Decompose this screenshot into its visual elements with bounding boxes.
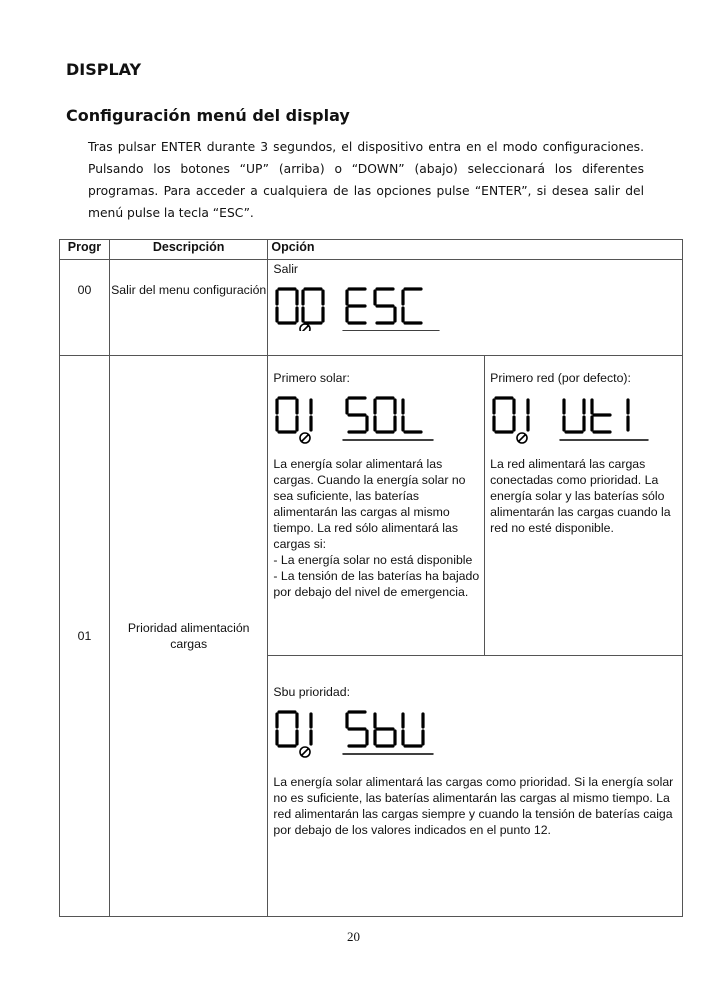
table-row	[60, 260, 683, 356]
header-progr: Progr	[60, 240, 110, 260]
intro-paragraph: Tras pulsar ENTER durante 3 segundos, el dispositivo entra en el modo configuraciones. Pulsando los botones “UP” (arriba) o “DOWN” (abajo) seleccionará los diferentes programas. Para acceder a cualquiera de las opciones pulse “ENTER”, si desea salir del menú pulse la tecla “ESC”.	[88, 140, 644, 220]
table-header-row	[60, 240, 683, 260]
option-label: Primero solar:	[273, 371, 350, 385]
option-label: Sbu prioridad:	[273, 685, 350, 699]
subsection-heading: Configuración menú del display	[66, 106, 350, 125]
page-number: 20	[347, 929, 360, 944]
option-description: La red alimentará las cargas conectadas como prioridad. La energía solar y las baterías sólo alimentarán las cargas cuando la red no esté disponible.	[490, 457, 671, 535]
option-label: Primero red (por defecto):	[490, 371, 631, 385]
option-cell	[268, 656, 683, 917]
option-cell	[485, 356, 683, 656]
lcd-display-sbu	[275, 708, 435, 760]
header-descripcion: Descripción	[109, 240, 268, 260]
desc-cell: Salir del menu configuración	[109, 260, 268, 356]
header-opcion: Opción	[268, 240, 683, 260]
option-cell	[268, 260, 683, 356]
option-cell	[268, 356, 485, 656]
desc-cell: Prioridad alimentación cargas	[109, 356, 268, 917]
lcd-display-esc	[275, 285, 445, 331]
prog-cell: 01	[60, 356, 110, 917]
table-row	[60, 356, 683, 656]
prog-cell: 00	[60, 260, 110, 356]
option-description: La energía solar alimentará las cargas. Cuando la energía solar no sea suficiente, las baterías alimentarán las cargas al mismo tiempo. La red sólo alimentará las cargas si: - La energía solar no está disponible - La tensión de las baterías ha bajado por debajo del nivel de emergencia.	[273, 457, 480, 599]
option-description: La energía solar alimentará las cargas como prioridad. Si la energía solar no es suficiente, las baterías alimentarán las cargas al mismo tiempo. La red alimentarán las cargas siempre y cuando la tensión de baterías caiga por debajo de los valores indicados en el punto 12.	[273, 775, 674, 837]
option-label: Salir	[273, 262, 299, 276]
section-heading: DISPLAY	[66, 60, 142, 79]
lcd-display-sol	[275, 394, 435, 446]
lcd-display-uti	[492, 394, 652, 446]
settings-table	[59, 239, 683, 917]
